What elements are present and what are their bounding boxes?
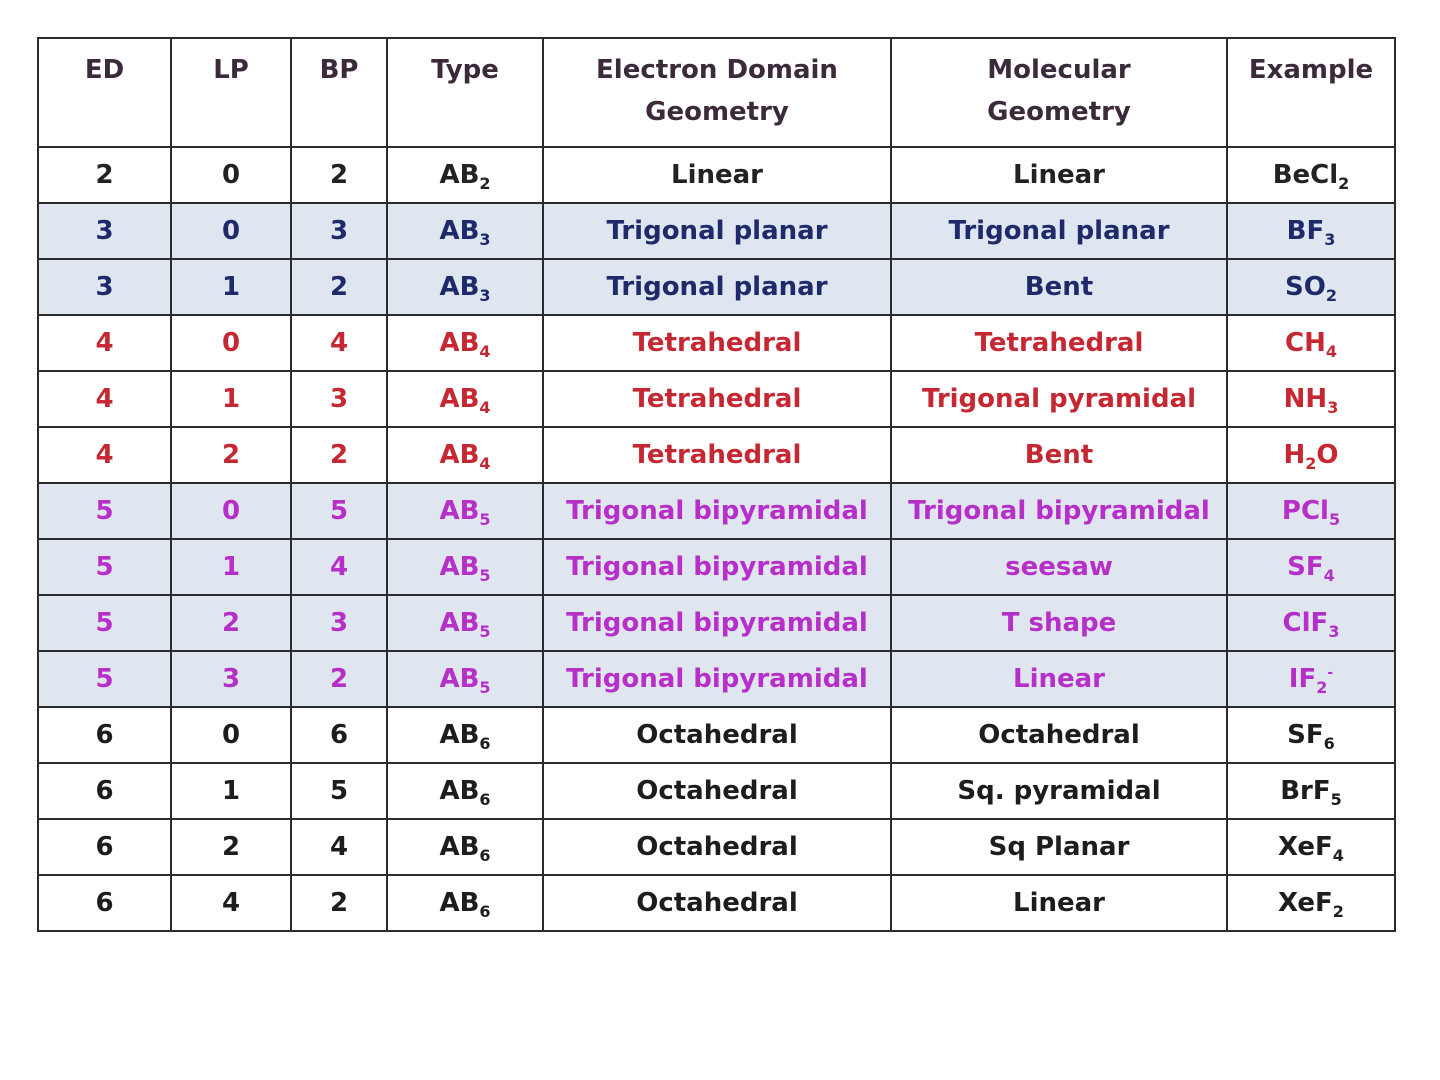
table-row: [38, 427, 1395, 483]
cell-bp: [291, 595, 387, 651]
cell-bp: [291, 483, 387, 539]
type-base: AB: [439, 608, 480, 638]
cell-ed: [38, 259, 171, 315]
cell-molecular-geometry: [891, 147, 1227, 203]
lp-value: 1: [221, 552, 241, 582]
cell-bp: [291, 147, 387, 203]
header-type: Type: [387, 38, 543, 147]
example-formula: BeCl: [1272, 160, 1339, 190]
example-subscript: 2: [1338, 174, 1350, 193]
bp-value: 4: [329, 328, 349, 358]
ed-value: 5: [95, 608, 114, 638]
example-subscript: 5: [1328, 510, 1341, 529]
molecular-geometry: Trigonal planar: [948, 216, 1170, 246]
electron-domain-geometry: Trigonal bipyramidal: [566, 496, 868, 526]
cell-type: [387, 147, 543, 203]
type-subscript: 2: [479, 174, 491, 193]
example-subscript: 2: [1305, 454, 1317, 473]
molecular-geometry: Trigonal bipyramidal: [908, 496, 1210, 526]
bp-value: 3: [329, 216, 349, 246]
electron-domain-geometry: Tetrahedral: [632, 384, 802, 414]
example-subscript: 4: [1325, 342, 1337, 361]
electron-domain-geometry: Octahedral: [636, 888, 798, 918]
example-formula: XeF: [1278, 888, 1333, 918]
example-subscript: 4: [1323, 566, 1335, 585]
cell-example: [1227, 147, 1395, 203]
type-base: AB: [439, 272, 480, 302]
lp-value: 3: [221, 664, 241, 694]
type-base: AB: [439, 832, 480, 862]
cell-lp: [171, 147, 291, 203]
lp-value: 0: [221, 160, 241, 190]
cell-bp: [291, 315, 387, 371]
cell-example: [1227, 203, 1395, 259]
cell-lp: [171, 259, 291, 315]
electron-domain-geometry: Tetrahedral: [632, 440, 802, 470]
type-subscript: 5: [479, 622, 491, 641]
example-charge: -: [1327, 665, 1334, 681]
cell-type: [387, 819, 543, 875]
table-row: [38, 763, 1395, 819]
cell-ed: [38, 819, 171, 875]
example-subscript: 4: [1332, 846, 1344, 865]
cell-bp: [291, 259, 387, 315]
cell-ed: [38, 595, 171, 651]
lp-value: 0: [221, 216, 241, 246]
lp-value: 0: [221, 496, 241, 526]
bp-value: 2: [329, 440, 349, 470]
cell-lp: [171, 315, 291, 371]
table-row: [38, 539, 1395, 595]
cell-bp: [291, 371, 387, 427]
cell-molecular-geometry: [891, 707, 1227, 763]
ed-value: 5: [95, 664, 114, 694]
example-formula-tail: O: [1316, 440, 1339, 470]
example-formula: ClF: [1282, 608, 1329, 638]
electron-domain-geometry: Trigonal bipyramidal: [566, 552, 868, 582]
type-subscript: 5: [479, 678, 491, 697]
type-base: AB: [439, 496, 480, 526]
molecular-geometry: Tetrahedral: [974, 328, 1144, 358]
type-subscript: 3: [479, 286, 491, 305]
cell-bp: [291, 427, 387, 483]
molecular-geometry: Linear: [1013, 160, 1105, 190]
cell-ed: [38, 651, 171, 707]
molecular-geometry: Bent: [1024, 272, 1094, 302]
example-formula: PCl: [1281, 496, 1329, 526]
type-base: AB: [439, 384, 480, 414]
lp-value: 0: [221, 328, 241, 358]
table-row: [38, 875, 1395, 931]
ed-value: 6: [95, 776, 114, 806]
ed-value: 4: [95, 440, 114, 470]
cell-bp: [291, 539, 387, 595]
cell-lp: [171, 483, 291, 539]
table-row: [38, 203, 1395, 259]
molecular-geometry: Sq Planar: [988, 832, 1130, 862]
molecular-geometry: Trigonal pyramidal: [921, 384, 1197, 414]
bp-value: 6: [329, 720, 349, 750]
ed-value: 3: [95, 272, 114, 302]
cell-type: [387, 315, 543, 371]
cell-example: [1227, 315, 1395, 371]
bp-value: 5: [329, 496, 349, 526]
cell-lp: [171, 875, 291, 931]
type-subscript: 5: [479, 510, 491, 529]
header-bp: BP: [291, 38, 387, 147]
cell-molecular-geometry: [891, 875, 1227, 931]
type-base: AB: [439, 440, 480, 470]
example-subscript: 3: [1328, 622, 1340, 641]
cell-molecular-geometry: [891, 651, 1227, 707]
cell-molecular-geometry: [891, 595, 1227, 651]
table-row: [38, 147, 1395, 203]
molecular-geometry: Octahedral: [978, 720, 1140, 750]
table-row: [38, 315, 1395, 371]
example-subscript: 3: [1324, 230, 1336, 249]
molecular-geometry: Linear: [1013, 664, 1105, 694]
electron-domain-geometry: Octahedral: [636, 720, 798, 750]
cell-type: [387, 371, 543, 427]
example-subscript: 3: [1327, 398, 1339, 417]
bp-value: 3: [329, 384, 349, 414]
electron-domain-geometry: Trigonal planar: [606, 216, 828, 246]
lp-value: 0: [221, 720, 241, 750]
bp-value: 2: [329, 664, 349, 694]
cell-molecular-geometry: [891, 763, 1227, 819]
table-row: [38, 483, 1395, 539]
cell-ed: [38, 315, 171, 371]
example-subscript: 2: [1316, 678, 1328, 697]
electron-domain-geometry: Linear: [671, 160, 763, 190]
cell-ed: [38, 427, 171, 483]
cell-electron-domain-geometry: [543, 819, 891, 875]
cell-bp: [291, 203, 387, 259]
cell-electron-domain-geometry: [543, 875, 891, 931]
cell-lp: [171, 371, 291, 427]
type-subscript: 5: [479, 566, 491, 585]
cell-ed: [38, 483, 171, 539]
cell-molecular-geometry: [891, 427, 1227, 483]
example-formula: XeF: [1278, 832, 1333, 862]
type-base: AB: [439, 328, 480, 358]
lp-value: 1: [221, 384, 241, 414]
type-base: AB: [439, 160, 480, 190]
table-row: [38, 819, 1395, 875]
electron-domain-geometry: Tetrahedral: [632, 328, 802, 358]
cell-type: [387, 483, 543, 539]
cell-ed: [38, 875, 171, 931]
ed-value: 4: [95, 328, 114, 358]
cell-molecular-geometry: [891, 203, 1227, 259]
table-row: [38, 259, 1395, 315]
cell-example: [1227, 651, 1395, 707]
cell-bp: [291, 651, 387, 707]
cell-bp: [291, 763, 387, 819]
type-base: AB: [439, 216, 480, 246]
electron-domain-geometry: Trigonal planar: [606, 272, 828, 302]
cell-type: [387, 539, 543, 595]
cell-electron-domain-geometry: [543, 539, 891, 595]
bp-value: 4: [329, 832, 349, 862]
cell-electron-domain-geometry: [543, 371, 891, 427]
table-row: [38, 707, 1395, 763]
molecular-geometry: T shape: [1001, 608, 1117, 638]
cell-molecular-geometry: [891, 483, 1227, 539]
bp-value: 3: [329, 608, 349, 638]
cell-type: [387, 707, 543, 763]
ed-value: 6: [95, 832, 114, 862]
cell-bp: [291, 707, 387, 763]
cell-ed: [38, 147, 171, 203]
cell-type: [387, 595, 543, 651]
type-base: AB: [439, 888, 480, 918]
type-subscript: 3: [479, 230, 491, 249]
cell-example: [1227, 595, 1395, 651]
cell-example: [1227, 819, 1395, 875]
cell-example: [1227, 875, 1395, 931]
electron-domain-geometry: Octahedral: [636, 776, 798, 806]
type-subscript: 4: [479, 342, 491, 361]
example-formula: H: [1283, 440, 1306, 470]
cell-example: [1227, 259, 1395, 315]
cell-molecular-geometry: [891, 539, 1227, 595]
cell-lp: [171, 595, 291, 651]
type-base: AB: [439, 664, 480, 694]
example-formula: IF: [1288, 664, 1317, 694]
cell-electron-domain-geometry: [543, 147, 891, 203]
cell-type: [387, 763, 543, 819]
cell-electron-domain-geometry: [543, 707, 891, 763]
cell-example: [1227, 427, 1395, 483]
type-subscript: 6: [479, 846, 491, 865]
type-subscript: 4: [479, 398, 491, 417]
cell-electron-domain-geometry: [543, 259, 891, 315]
cell-example: [1227, 707, 1395, 763]
lp-value: 4: [221, 888, 241, 918]
cell-ed: [38, 539, 171, 595]
cell-ed: [38, 371, 171, 427]
header-molecular-geometry: Molecular Geometry: [891, 38, 1227, 147]
cell-molecular-geometry: [891, 315, 1227, 371]
vsepr-geometry-table: [37, 37, 1396, 932]
cell-electron-domain-geometry: [543, 763, 891, 819]
example-formula: BrF: [1280, 776, 1331, 806]
cell-electron-domain-geometry: [543, 595, 891, 651]
header-row: [38, 38, 1395, 147]
example-subscript: 2: [1332, 902, 1344, 921]
cell-electron-domain-geometry: [543, 203, 891, 259]
cell-molecular-geometry: [891, 819, 1227, 875]
molecular-geometry: Bent: [1024, 440, 1094, 470]
example-formula: BF: [1286, 216, 1325, 246]
cell-electron-domain-geometry: [543, 483, 891, 539]
cell-electron-domain-geometry: [543, 315, 891, 371]
type-base: AB: [439, 552, 480, 582]
cell-lp: [171, 203, 291, 259]
cell-lp: [171, 539, 291, 595]
ed-value: 6: [95, 888, 114, 918]
type-base: AB: [439, 720, 480, 750]
cell-example: [1227, 371, 1395, 427]
ed-value: 5: [95, 552, 114, 582]
lp-value: 2: [221, 608, 241, 638]
cell-lp: [171, 427, 291, 483]
example-formula: SO: [1285, 272, 1326, 302]
example-subscript: 2: [1325, 286, 1337, 305]
cell-lp: [171, 707, 291, 763]
cell-example: [1227, 483, 1395, 539]
cell-electron-domain-geometry: [543, 651, 891, 707]
ed-value: 5: [95, 496, 114, 526]
example-formula: CH: [1285, 328, 1326, 358]
cell-type: [387, 875, 543, 931]
type-subscript: 6: [479, 790, 491, 809]
example-subscript: 6: [1323, 734, 1335, 753]
lp-value: 2: [221, 440, 241, 470]
electron-domain-geometry: Trigonal bipyramidal: [566, 664, 868, 694]
bp-value: 4: [329, 552, 349, 582]
cell-type: [387, 203, 543, 259]
example-subscript: 5: [1330, 790, 1342, 809]
example-formula: NH: [1283, 384, 1328, 414]
bp-value: 5: [329, 776, 349, 806]
type-base: AB: [439, 776, 480, 806]
header-lp: LP: [171, 38, 291, 147]
example-formula: SF: [1287, 720, 1324, 750]
header-electron-domain-geometry: Electron Domain Geometry: [543, 38, 891, 147]
cell-molecular-geometry: [891, 371, 1227, 427]
type-subscript: 6: [479, 734, 491, 753]
cell-bp: [291, 819, 387, 875]
cell-ed: [38, 203, 171, 259]
cell-type: [387, 259, 543, 315]
ed-value: 2: [95, 160, 114, 190]
molecular-geometry: Linear: [1013, 888, 1105, 918]
bp-value: 2: [329, 160, 349, 190]
cell-ed: [38, 707, 171, 763]
cell-example: [1227, 539, 1395, 595]
example-formula: SF: [1287, 552, 1324, 582]
bp-value: 2: [329, 272, 349, 302]
type-subscript: 4: [479, 454, 491, 473]
cell-lp: [171, 763, 291, 819]
cell-example: [1227, 763, 1395, 819]
molecular-geometry: Sq. pyramidal: [957, 776, 1161, 806]
molecular-geometry: seesaw: [1005, 552, 1113, 582]
table-row: [38, 651, 1395, 707]
electron-domain-geometry: Trigonal bipyramidal: [566, 608, 868, 638]
ed-value: 6: [95, 720, 114, 750]
cell-bp: [291, 875, 387, 931]
header-ed: ED: [38, 38, 171, 147]
cell-electron-domain-geometry: [543, 427, 891, 483]
bp-value: 2: [329, 888, 349, 918]
header-example: Example: [1227, 38, 1395, 147]
lp-value: 1: [221, 272, 241, 302]
lp-value: 2: [221, 832, 241, 862]
cell-lp: [171, 819, 291, 875]
table-row: [38, 371, 1395, 427]
cell-type: [387, 427, 543, 483]
ed-value: 3: [95, 216, 114, 246]
table-row: [38, 595, 1395, 651]
ed-value: 4: [95, 384, 114, 414]
cell-type: [387, 651, 543, 707]
type-subscript: 6: [479, 902, 491, 921]
cell-ed: [38, 763, 171, 819]
electron-domain-geometry: Octahedral: [636, 832, 798, 862]
lp-value: 1: [221, 776, 241, 806]
cell-lp: [171, 651, 291, 707]
cell-molecular-geometry: [891, 259, 1227, 315]
table-body: [38, 147, 1395, 931]
